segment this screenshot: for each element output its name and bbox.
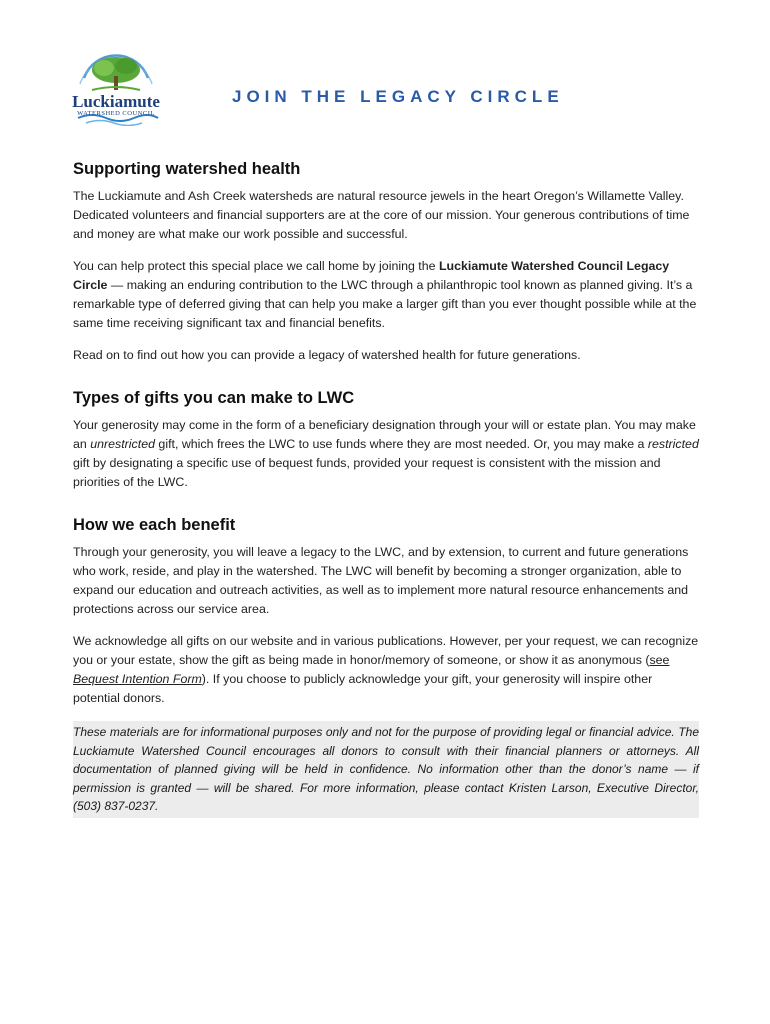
- logo-name: Luckiamute: [72, 92, 160, 111]
- unrestricted-term: unrestricted: [90, 437, 155, 451]
- heading-types-of-gifts: Types of gifts you can make to LWC: [73, 389, 355, 407]
- disclaimer-box: These materials are for informational purposes only and not for the purpose of providing legal or financial advice. The Luckiamute Watershed Council encourages all donors to consult with their financial planners or attorneys. All documentation of planned giving will be held in confidence. No information other than the donor’s name — if permission is granted — will be shared. For more information, please contact Kristen Larson, Executive Director, (503) 837-0237.: [73, 721, 699, 818]
- text: gift, which frees the LWC to use funds where they are most needed. Or, you may make a: [154, 437, 648, 451]
- page-title: JOIN THE LEGACY CIRCLE: [232, 87, 564, 106]
- paragraph-benefit: Through your generosity, you will leave a legacy to the LWC, and by extension, to current and future generations who work, reside, and play in the watershed. The LWC will benefit by becoming a stronger organization, able to expand our education and outreach activities, as well as to implement more natural resource enhancements and protections across our service area.: [73, 545, 689, 616]
- organization-logo: [62, 48, 170, 126]
- legacy-circle-name: Luckiamute Watershed Council Legacy Circle: [73, 259, 670, 292]
- link-text: see: [649, 653, 670, 667]
- restricted-term: restricted: [647, 437, 699, 451]
- link-form-name: Bequest Intention Form: [73, 672, 202, 686]
- paragraph-legacy-circle: [73, 257, 699, 333]
- paragraph-intro: The Luckiamute and Ash Creek watersheds are natural resource jewels in the heart Oregon’s Willamette Valley. Dedicated volunteers and financial supporters are at the core of our mission. Your generous contributions of time and money are what make our work possible and successful.: [73, 189, 690, 241]
- logo-subtitle: WATERSHED COUNCIL: [77, 110, 155, 117]
- paragraph-acknowledge: [73, 632, 699, 708]
- text: — making an enduring contribution to the LWC through a philanthropic tool known as planned giving. It’s a remarkable type of deferred giving that can help you make a larger gift than you ever thought possible while at the same time receiving significant tax and financial benefits.: [73, 278, 697, 330]
- text: We acknowledge all gifts on our website and in various publications. However, per your request, we can recognize you or your estate, show the gift as being made in honor/memory of someone, or show it as anonymous (: [73, 634, 699, 667]
- document-body: [73, 160, 699, 818]
- heading-how-we-benefit: How we each benefit: [73, 516, 236, 534]
- text: Your generosity may come in the form of a beneficiary designation through your will or estate plan. You may make an: [73, 418, 696, 451]
- text: ). If you choose to publicly acknowledge your gift, your generosity will inspire other potential donors.: [73, 672, 653, 705]
- heading-supporting: Supporting watershed health: [73, 160, 301, 178]
- text: gift by designating a specific use of bequest funds, provided your request is consistent with the mission and priorities of the LWC.: [73, 456, 661, 489]
- paragraph-gift-types: [73, 416, 699, 492]
- paragraph-read-on: Read on to find out how you can provide a legacy of watershed health for future generations.: [73, 348, 581, 362]
- text: You can help protect this special place we call home by joining the: [73, 259, 439, 273]
